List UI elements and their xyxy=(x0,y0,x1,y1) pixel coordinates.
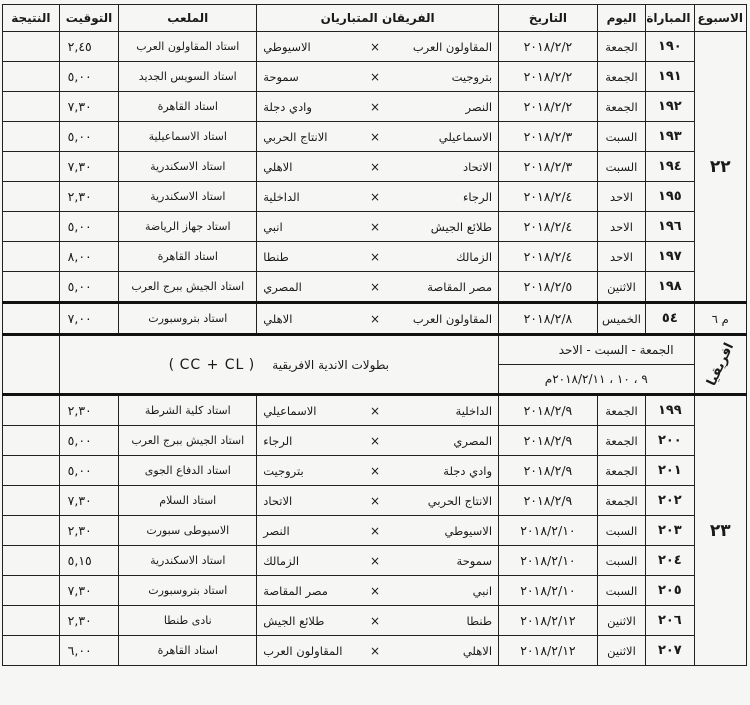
kickoff-time: ٥,٠٠ xyxy=(59,122,119,152)
vs-symbol: × xyxy=(365,546,386,576)
kickoff-time: ٧,٣٠ xyxy=(59,92,119,122)
kickoff-time: ٢,٣٠ xyxy=(59,182,119,212)
away-team: بتروجيت xyxy=(257,456,365,486)
stadium: استاد الاسماعيلية xyxy=(119,122,257,152)
away-team: مصر المقاصة xyxy=(257,576,365,606)
match-result xyxy=(3,182,60,212)
home-team: بتروجيت xyxy=(385,62,498,92)
match-number: ١٩٠ xyxy=(646,32,694,62)
match-number: ٢٠٦ xyxy=(646,606,694,636)
cup-result-cell xyxy=(3,335,60,395)
kickoff-time: ٧,٣٠ xyxy=(59,486,119,516)
kickoff-time: ٧,٣٠ xyxy=(59,576,119,606)
vs-symbol: × xyxy=(365,426,386,456)
match-result xyxy=(3,516,60,546)
match-date: ٢٠١٨/٢/٩ xyxy=(499,456,598,486)
kickoff-time: ٢,٣٠ xyxy=(59,606,119,636)
match-result xyxy=(3,456,60,486)
home-team: وادي دجلة xyxy=(385,456,498,486)
header-stadium: الملعب xyxy=(119,5,257,32)
away-team: الرجاء xyxy=(257,426,365,456)
home-team: مصر المقاصة xyxy=(385,272,498,303)
match-day: السبت xyxy=(597,546,645,576)
cup-title: بطولات الاندية الافريقية xyxy=(272,357,390,372)
home-team: الرجاء xyxy=(385,182,498,212)
away-team: انبي xyxy=(257,212,365,242)
table-row xyxy=(3,152,747,182)
away-team: سموحة xyxy=(257,62,365,92)
stadium: استاد الجيش ببرج العرب xyxy=(119,426,257,456)
match-result xyxy=(3,242,60,272)
kickoff-time: ٢,٣٠ xyxy=(59,516,119,546)
stadium: استاد بتروسبورت xyxy=(119,576,257,606)
home-team: طلائع الجيش xyxy=(385,212,498,242)
match-number: ٢٠٥ xyxy=(646,576,694,606)
vs-symbol: × xyxy=(365,182,386,212)
away-team: الاتحاد xyxy=(257,486,365,516)
table-row xyxy=(3,212,747,242)
match-day: الجمعة xyxy=(597,32,645,62)
stadium: استاد السلام xyxy=(119,486,257,516)
table-row xyxy=(3,272,747,303)
match-result xyxy=(3,426,60,456)
stadium: استاد كلية الشرطة xyxy=(119,395,257,426)
match-date: ٢٠١٨/٢/٢ xyxy=(499,92,598,122)
stadium: استاد الدفاع الجوى xyxy=(119,456,257,486)
stadium: استاد جهاز الرياضة xyxy=(119,212,257,242)
kickoff-time: ٥,٠٠ xyxy=(59,272,119,303)
match-day: الجمعة xyxy=(597,456,645,486)
match-day: السبت xyxy=(597,122,645,152)
table-row xyxy=(3,395,747,426)
home-team: الاتحاد xyxy=(385,152,498,182)
home-team: النصر xyxy=(385,92,498,122)
header-result: النتيجة xyxy=(3,5,60,32)
match-day: الاثنين xyxy=(597,272,645,303)
match-number: ٢٠٣ xyxy=(646,516,694,546)
match-day: الاحد xyxy=(597,182,645,212)
table-row xyxy=(3,516,747,546)
match-date: ٢٠١٨/٢/٤ xyxy=(499,182,598,212)
match-result xyxy=(3,395,60,426)
match-date: ٢٠١٨/٢/٩ xyxy=(499,426,598,456)
match-day: السبت xyxy=(597,152,645,182)
table-row xyxy=(3,546,747,576)
match-number: ١٩٨ xyxy=(646,272,694,303)
vs-symbol: × xyxy=(365,212,386,242)
away-team: وادي دجلة xyxy=(257,92,365,122)
away-team: الاهلي xyxy=(257,303,365,335)
match-day: الجمعة xyxy=(597,486,645,516)
vs-symbol: × xyxy=(365,576,386,606)
kickoff-time: ٢,٤٥ xyxy=(59,32,119,62)
match-day: السبت xyxy=(597,516,645,546)
away-team: الداخلية xyxy=(257,182,365,212)
week-number: ٢٣ xyxy=(694,395,746,666)
match-number: ١٩٤ xyxy=(646,152,694,182)
match-date: ٢٠١٨/٢/٩ xyxy=(499,486,598,516)
match-day: الجمعة xyxy=(597,62,645,92)
away-team: الانتاج الحربي xyxy=(257,122,365,152)
african-cups-row xyxy=(3,335,747,365)
match-day: الجمعة xyxy=(597,426,645,456)
table-row xyxy=(3,62,747,92)
vs-symbol: × xyxy=(365,242,386,272)
away-team: الاسماعيلي xyxy=(257,395,365,426)
header-day: اليوم xyxy=(597,5,645,32)
match-date: ٢٠١٨/٢/٣ xyxy=(499,122,598,152)
africa-week-cell xyxy=(694,335,746,395)
vs-symbol: × xyxy=(365,516,386,546)
match-date: ٢٠١٨/٢/٩ xyxy=(499,395,598,426)
table-row xyxy=(3,456,747,486)
match-number: ٢٠٧ xyxy=(646,636,694,666)
header-date: التاريخ xyxy=(499,5,598,32)
vs-symbol: × xyxy=(365,395,386,426)
fixtures-table xyxy=(2,4,747,666)
table-row xyxy=(3,32,747,62)
home-team: الاهلي xyxy=(385,636,498,666)
kickoff-time: ٥,٠٠ xyxy=(59,456,119,486)
home-team: الداخلية xyxy=(385,395,498,426)
table-row xyxy=(3,92,747,122)
stadium: استاد القاهرة xyxy=(119,242,257,272)
match-result xyxy=(3,486,60,516)
match-number: ١٩١ xyxy=(646,62,694,92)
kickoff-time: ٢,٣٠ xyxy=(59,395,119,426)
vs-symbol: × xyxy=(365,122,386,152)
match-date: ٢٠١٨/٢/٨ xyxy=(499,303,598,335)
match-date: ٢٠١٨/٢/١٢ xyxy=(499,606,598,636)
vs-symbol: × xyxy=(365,303,386,335)
table-row xyxy=(3,182,747,212)
cup-codes: ( CC + CL ) xyxy=(168,356,255,373)
home-team: الزمالك xyxy=(385,242,498,272)
stadium: الاسيوطى سبورت xyxy=(119,516,257,546)
home-team: الانتاج الحربي xyxy=(385,486,498,516)
home-team: الاسيوطي xyxy=(385,516,498,546)
match-day: الاحد xyxy=(597,242,645,272)
vs-symbol: × xyxy=(365,636,386,666)
match-date: ٢٠١٨/٢/١٢ xyxy=(499,636,598,666)
header-week: الاسبوع xyxy=(694,5,746,32)
table-row xyxy=(3,426,747,456)
away-team: طنطا xyxy=(257,242,365,272)
away-team: الزمالك xyxy=(257,546,365,576)
match-date: ٢٠١٨/٢/٢ xyxy=(499,62,598,92)
match-day: السبت xyxy=(597,576,645,606)
match-result xyxy=(3,122,60,152)
stadium: استاد بتروسبورت xyxy=(119,303,257,335)
match-date: ٢٠١٨/٢/١٠ xyxy=(499,516,598,546)
match-number: ٢٠٤ xyxy=(646,546,694,576)
match-result xyxy=(3,212,60,242)
stadium: استاد السويس الجديد xyxy=(119,62,257,92)
table-row xyxy=(3,122,747,152)
match-result xyxy=(3,636,60,666)
stadium: استاد الاسكندرية xyxy=(119,182,257,212)
kickoff-time: ٦,٠٠ xyxy=(59,636,119,666)
vs-symbol: × xyxy=(365,92,386,122)
cup-title-cell xyxy=(59,335,498,395)
postponed-row xyxy=(3,303,747,335)
stadium: استاد الاسكندرية xyxy=(119,546,257,576)
match-day: الاثنين xyxy=(597,606,645,636)
match-date: ٢٠١٨/٢/٥ xyxy=(499,272,598,303)
match-day: الجمعة xyxy=(597,395,645,426)
kickoff-time: ٥,١٥ xyxy=(59,546,119,576)
fixtures-body xyxy=(3,32,747,666)
header-time: التوقيت xyxy=(59,5,119,32)
vs-symbol: × xyxy=(365,62,386,92)
match-date: ٢٠١٨/٢/٣ xyxy=(499,152,598,182)
home-team: طنطا xyxy=(385,606,498,636)
vs-symbol: × xyxy=(365,152,386,182)
match-result xyxy=(3,152,60,182)
match-number: ١٩٥ xyxy=(646,182,694,212)
match-number: ٢٠٠ xyxy=(646,426,694,456)
kickoff-time: ٥,٠٠ xyxy=(59,426,119,456)
vs-symbol: × xyxy=(365,456,386,486)
stadium: نادى طنطا xyxy=(119,606,257,636)
away-team: المصري xyxy=(257,272,365,303)
header-match: المباراة xyxy=(646,5,694,32)
cup-days: الجمعة - السبت - الاحد xyxy=(499,335,695,365)
table-row xyxy=(3,606,747,636)
match-date: ٢٠١٨/٢/٤ xyxy=(499,242,598,272)
postponed-week: م ٦ xyxy=(694,303,746,335)
stadium: استاد الاسكندرية xyxy=(119,152,257,182)
match-date: ٢٠١٨/٢/٤ xyxy=(499,212,598,242)
vs-symbol: × xyxy=(365,32,386,62)
stadium: استاد المقاولون العرب xyxy=(119,32,257,62)
match-day: الاحد xyxy=(597,212,645,242)
header-row xyxy=(3,5,747,32)
vs-symbol: × xyxy=(365,606,386,636)
home-team: المقاولون العرب xyxy=(385,32,498,62)
away-team: طلائع الجيش xyxy=(257,606,365,636)
home-team: الاسماعيلي xyxy=(385,122,498,152)
match-number: ١٩٩ xyxy=(646,395,694,426)
kickoff-time: ٧,٠٠ xyxy=(59,303,119,335)
match-day: الاثنين xyxy=(597,636,645,666)
match-number: ٢٠١ xyxy=(646,456,694,486)
away-team: الاسيوطي xyxy=(257,32,365,62)
match-result xyxy=(3,546,60,576)
match-date: ٢٠١٨/٢/١٠ xyxy=(499,546,598,576)
stadium: استاد الجيش ببرج العرب xyxy=(119,272,257,303)
vs-symbol: × xyxy=(365,486,386,516)
table-row xyxy=(3,636,747,666)
away-team: النصر xyxy=(257,516,365,546)
stadium: استاد القاهرة xyxy=(119,636,257,666)
home-team: المصري xyxy=(385,426,498,456)
match-result xyxy=(3,92,60,122)
header-teams: الفريقان المتباريان xyxy=(257,5,499,32)
home-team: المقاولون العرب xyxy=(385,303,498,335)
kickoff-time: ٥,٠٠ xyxy=(59,62,119,92)
away-team: الاهلي xyxy=(257,152,365,182)
table-row xyxy=(3,486,747,516)
match-number: ١٩٣ xyxy=(646,122,694,152)
home-team: انبي xyxy=(385,576,498,606)
away-team: المقاولون العرب xyxy=(257,636,365,666)
stadium: استاد القاهرة xyxy=(119,92,257,122)
match-result xyxy=(3,576,60,606)
match-day: الخميس xyxy=(597,303,645,335)
match-day: الجمعة xyxy=(597,92,645,122)
vs-symbol: × xyxy=(365,272,386,303)
week-number: ٢٢ xyxy=(694,32,746,303)
match-result xyxy=(3,32,60,62)
table-row xyxy=(3,576,747,606)
match-number: ٥٤ xyxy=(646,303,694,335)
kickoff-time: ٧,٣٠ xyxy=(59,152,119,182)
kickoff-time: ٥,٠٠ xyxy=(59,212,119,242)
match-date: ٢٠١٨/٢/١٠ xyxy=(499,576,598,606)
match-number: ٢٠٢ xyxy=(646,486,694,516)
kickoff-time: ٨,٠٠ xyxy=(59,242,119,272)
match-number: ١٩٧ xyxy=(646,242,694,272)
match-result xyxy=(3,62,60,92)
africa-label: افريقيا xyxy=(703,340,737,389)
match-number: ١٩٦ xyxy=(646,212,694,242)
table-row xyxy=(3,242,747,272)
match-result xyxy=(3,606,60,636)
match-number: ١٩٢ xyxy=(646,92,694,122)
match-date: ٢٠١٨/٢/٢ xyxy=(499,32,598,62)
home-team: سموحة xyxy=(385,546,498,576)
match-result xyxy=(3,303,60,335)
match-result xyxy=(3,272,60,303)
cup-dates: ٩ ، ١٠ ، ٢٠١٨/٢/١١م xyxy=(499,365,695,395)
